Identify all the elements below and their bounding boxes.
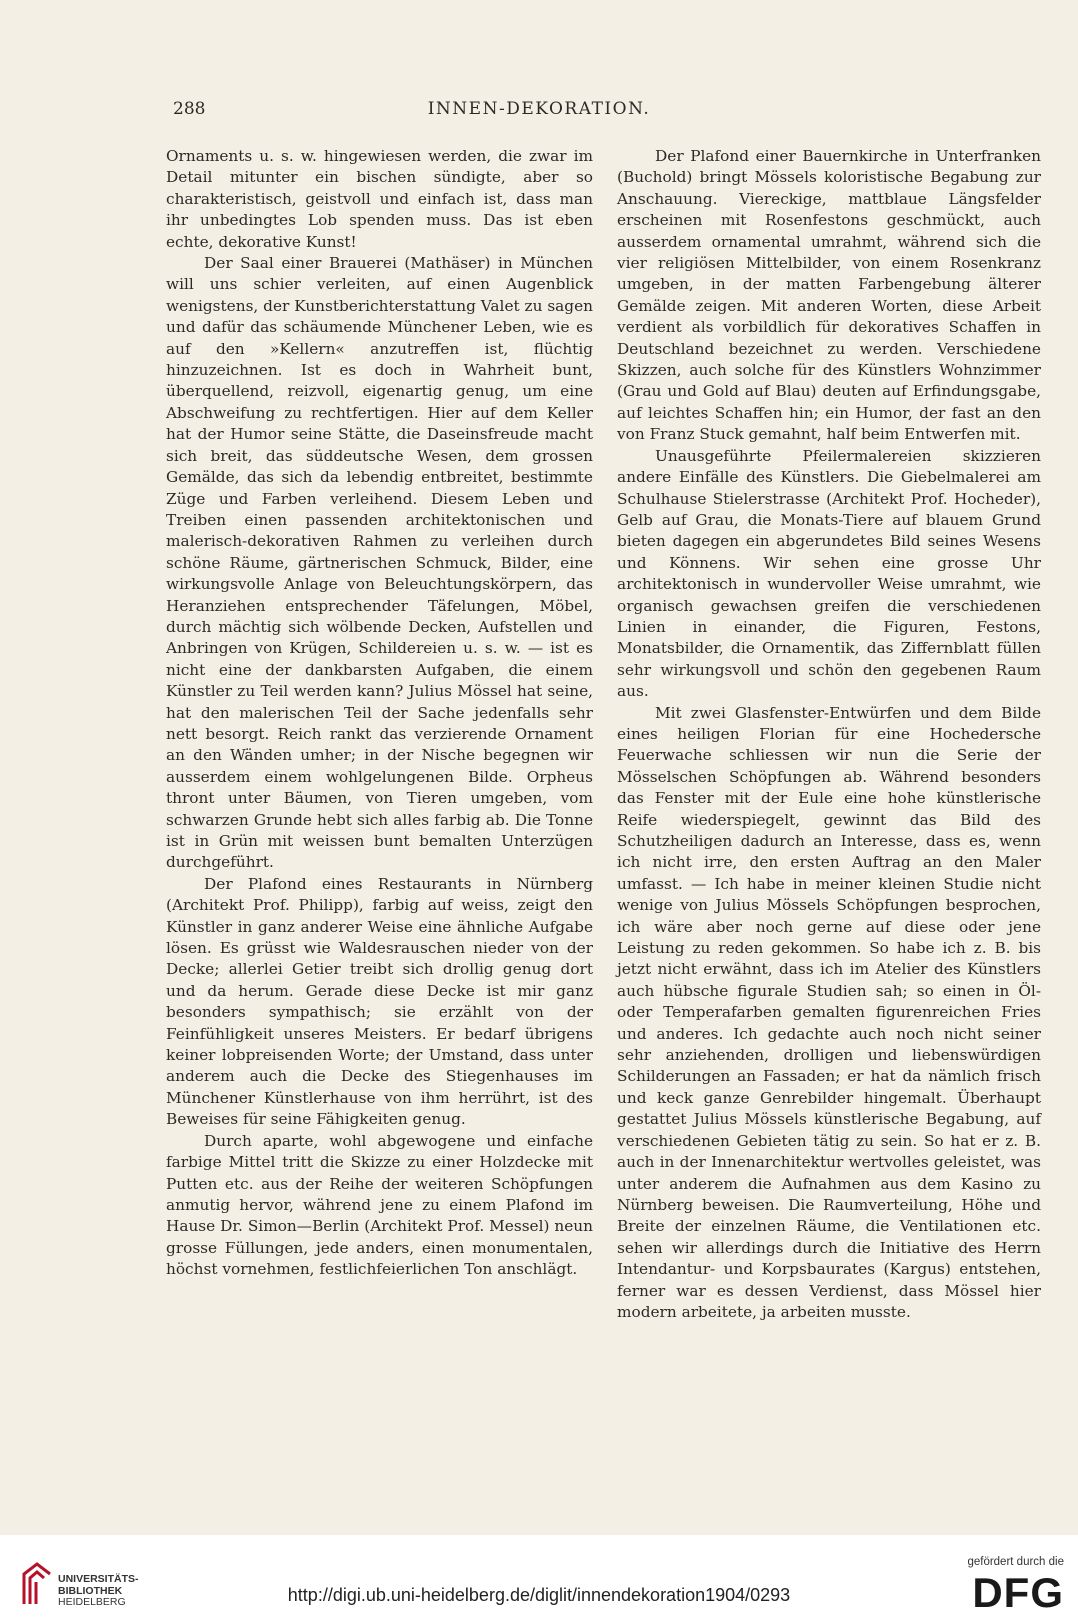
library-line-2: BIBLIOTHEK bbox=[58, 1584, 123, 1597]
paragraph: Unausgeführte Pfeilermalereien skizzieren andere Einfälle des Künstlers. Die Giebelmalerei am Schulhause Stielerstrasse (Architekt Prof. Hocheder), Gelb auf Grau, die Monats-Tiere auf blauem Grund bieten dagegen ein abgerundetes Bild seines Wesens und Könnens. Wir sehen eine grosse Uhr architektonisch in wundervoller Weise umrahmt, wie organisch gewachsen greifen die verschiedenen Linien in einander, die Figuren, Festons, Monatsbilder, die Ornamentik, das Ziffernblatt füllen sehr wirkungsvoll und schön den gegebenen Raum aus. bbox=[617, 446, 1041, 701]
page-number: 288 bbox=[173, 99, 206, 119]
funded-by-label: gefördert durch die bbox=[967, 1556, 1064, 1568]
paragraph: Ornaments u. s. w. hingewiesen werden, die zwar im Detail mitunter ein bischen sündigte, aber so charakteristisch, geistvoll und einfach ist, dass man ihr unbedingtes Lob spenden muss. Das ist eben echte, dekorative Kunst! bbox=[166, 147, 593, 251]
permalink-url[interactable]: http://digi.ub.uni-heidelberg.de/diglit/innendekoration1904/0293 bbox=[287, 1585, 791, 1605]
paragraph: Der Plafond einer Bauernkirche in Unterfranken (Buchold) bringt Mössels koloristische Begabung zur Anschauung. Viereckige, mattblaue Längsfelder erscheinen mit Rosenfestons geschmückt, auch ausserdem ornamental umrahmt, während sich die vier religiösen Mittelbilder, von einem Rosenkranz umgeben, in der matten Farbengebung älterer Gemälde zeigen. Mit anderen Worten, diese Arbeit verdient als vorbildlich für dekoratives Schaffen in Deutschland bezeichnet zu werden. Verschiedene Skizzen, auch solche für des Künstlers Wohnzimmer (Grau und Gold auf Blau) deuten auf Erfindungsgabe, auf leichtes Schaffen hin; ein Humor, der fast an den von Franz Stuck gemahnt, half beim Entwerfen mit. bbox=[617, 147, 1041, 444]
right-column bbox=[617, 146, 1041, 1323]
left-column bbox=[166, 146, 593, 1281]
paragraph: Der Saal einer Brauerei (Mathäser) in München will uns schier verleiten, auf einen Augenblick wenigstens, der Kunstberichterstattung Valet zu sagen und dafür das schäumende Münchener Leben, wie es auf den »Kellern« anzutreffen ist, flüchtig hinzuzeichnen. Ist es doch in Wahrheit bunt, überquellend, reizvoll, eigenartig genug, um eine Abschweifung zu rechtfertigen. Hier auf dem Keller hat der Humor seine Stätte, die Daseinsfreude macht sich breit, das süddeutsche Wesen, dem grossen Gemälde, das sich da lebendig entbreitet, bestimmte Züge und Farben verleihend. Diesem Leben und Treiben einen passenden architektonischen und malerisch-dekorativen Rahmen zu verleihen durch schöne Räume, gärtnerischen Schmuck, Bilder, eine wirkungsvolle Anlage von Beleuchtungskörpern, das Heranziehen entsprechender Täfelungen, Möbel, durch mächtig sich wölbende Decken, Aufstellen und Anbringen von Krügen, Schildereien u. s. w. — ist es nicht eine der dankbarsten Aufgaben, die einem Künstler zu Teil werden kann? Julius Mössel hat seine, hat den malerischen Teil der Sache jedenfalls sehr nett besorgt. Reich rankt das verzierende Ornament an den Wänden umher; in der Nische begegnen wir ausserdem einem wohlgelungenen Bilde. Orpheus thront unter Bäumen, von Tieren umgeben, vom schwarzen Grunde hebt sich alles farbig ab. Die Tonne ist in Grün mit weissen bunt bemalten Unterzügen durchgeführt. bbox=[166, 254, 593, 872]
library-line-1: UNIVERSITÄTS- bbox=[58, 1573, 139, 1585]
library-line-3: HEIDELBERG bbox=[58, 1596, 126, 1608]
paragraph: Der Plafond eines Restaurants in Nürnberg (Architekt Prof. Philipp), farbig auf weiss, zeigt den Künstler in ganz anderer Weise eine ähnliche Aufgabe lösen. Es grüsst wie Waldesrauschen nieder von der Decke; allerlei Getier treibt sich drollig genug dort und da herum. Gerade diese Decke ist mir ganz besonders sympathisch; sie erzählt von der Feinfühligkeit unseres Meisters. Er bedarf übrigens keiner lobpreisenden Worte; der Umstand, dass unter anderem auch die Decke des Stiegenhauses im Münchener Künstlerhause von ihm herrührt, ist des Beweises für seine Fähigkeiten genug. bbox=[166, 874, 593, 1129]
footer-bar bbox=[0, 1535, 1078, 1624]
paragraph: Durch aparte, wohl abgewogene und einfache farbige Mittel tritt die Skizze zu einer Holzdecke mit Putten etc. aus der Reihe der weiteren Schöpfungen anmutig hervor, während jene zu einem Plafond im Hause Dr. Simon—Berlin (Architekt Prof. Messel) neun grosse Füllungen, jede anders, einen monumentalen, höchst vornehmen, festlichfeierlichen Ton anschlägt. bbox=[166, 1131, 593, 1279]
running-head: INNEN-DEKORATION. bbox=[427, 99, 651, 119]
dfg-logo: DFG bbox=[972, 1569, 1064, 1616]
paragraph: Mit zwei Glasfenster-Entwürfen und dem Bilde eines heiligen Florian für eine Hochedersche Feuerwache schliessen wir nun die Serie der Mösselschen Schöpfungen ab. Während besonders das Fenster mit der Eule eine hohe künstlerische Reife wiederspiegelt, gewinnt das Bild des Schutzheiligen dadurch an Interesse, dass es, wenn ich nicht irre, den ersten Auftrag an den Maler umfasst. — Ich habe in meiner kleinen Studie nicht wenige von Julius Mössels Schöpfungen besprochen, ich wäre aber noch gerne auf diese oder jene Leistung zu reden gekommen. So habe ich z. B. bis jetzt nicht erwähnt, dass ich im Atelier des Künstlers auch hübsche figurale Studien sah; so einen in Öl- oder Temperafarben gemalten figurenreichen Fries und anderes. Ich gedachte auch noch nicht seiner sehr anziehenden, drolligen und liebenswürdigen Schilderungen an Fassaden; er hat da nämlich frisch und keck ganze Genrebilder hingemalt. Überhaupt gestattet Julius Mössels künstlerische Begabung, auf verschiedenen Gebieten tätig zu sein. So hat er z. B. auch in der Innenarchitektur wertvolles geleistet, was unter anderem die Aufnahmen aus dem Kasino zu Nürnberg beweisen. Die Raumverteilung, Höhe und Breite der einzelnen Räume, die Ventilationen etc. sehen wir allerdings durch die Initiative des Herrn Intendantur- und Korpsbaurates (Kargus) entstehen, ferner war es dessen Verdienst, dass Mössel hier modern arbeitete, ja arbeiten musste. bbox=[617, 703, 1041, 1321]
